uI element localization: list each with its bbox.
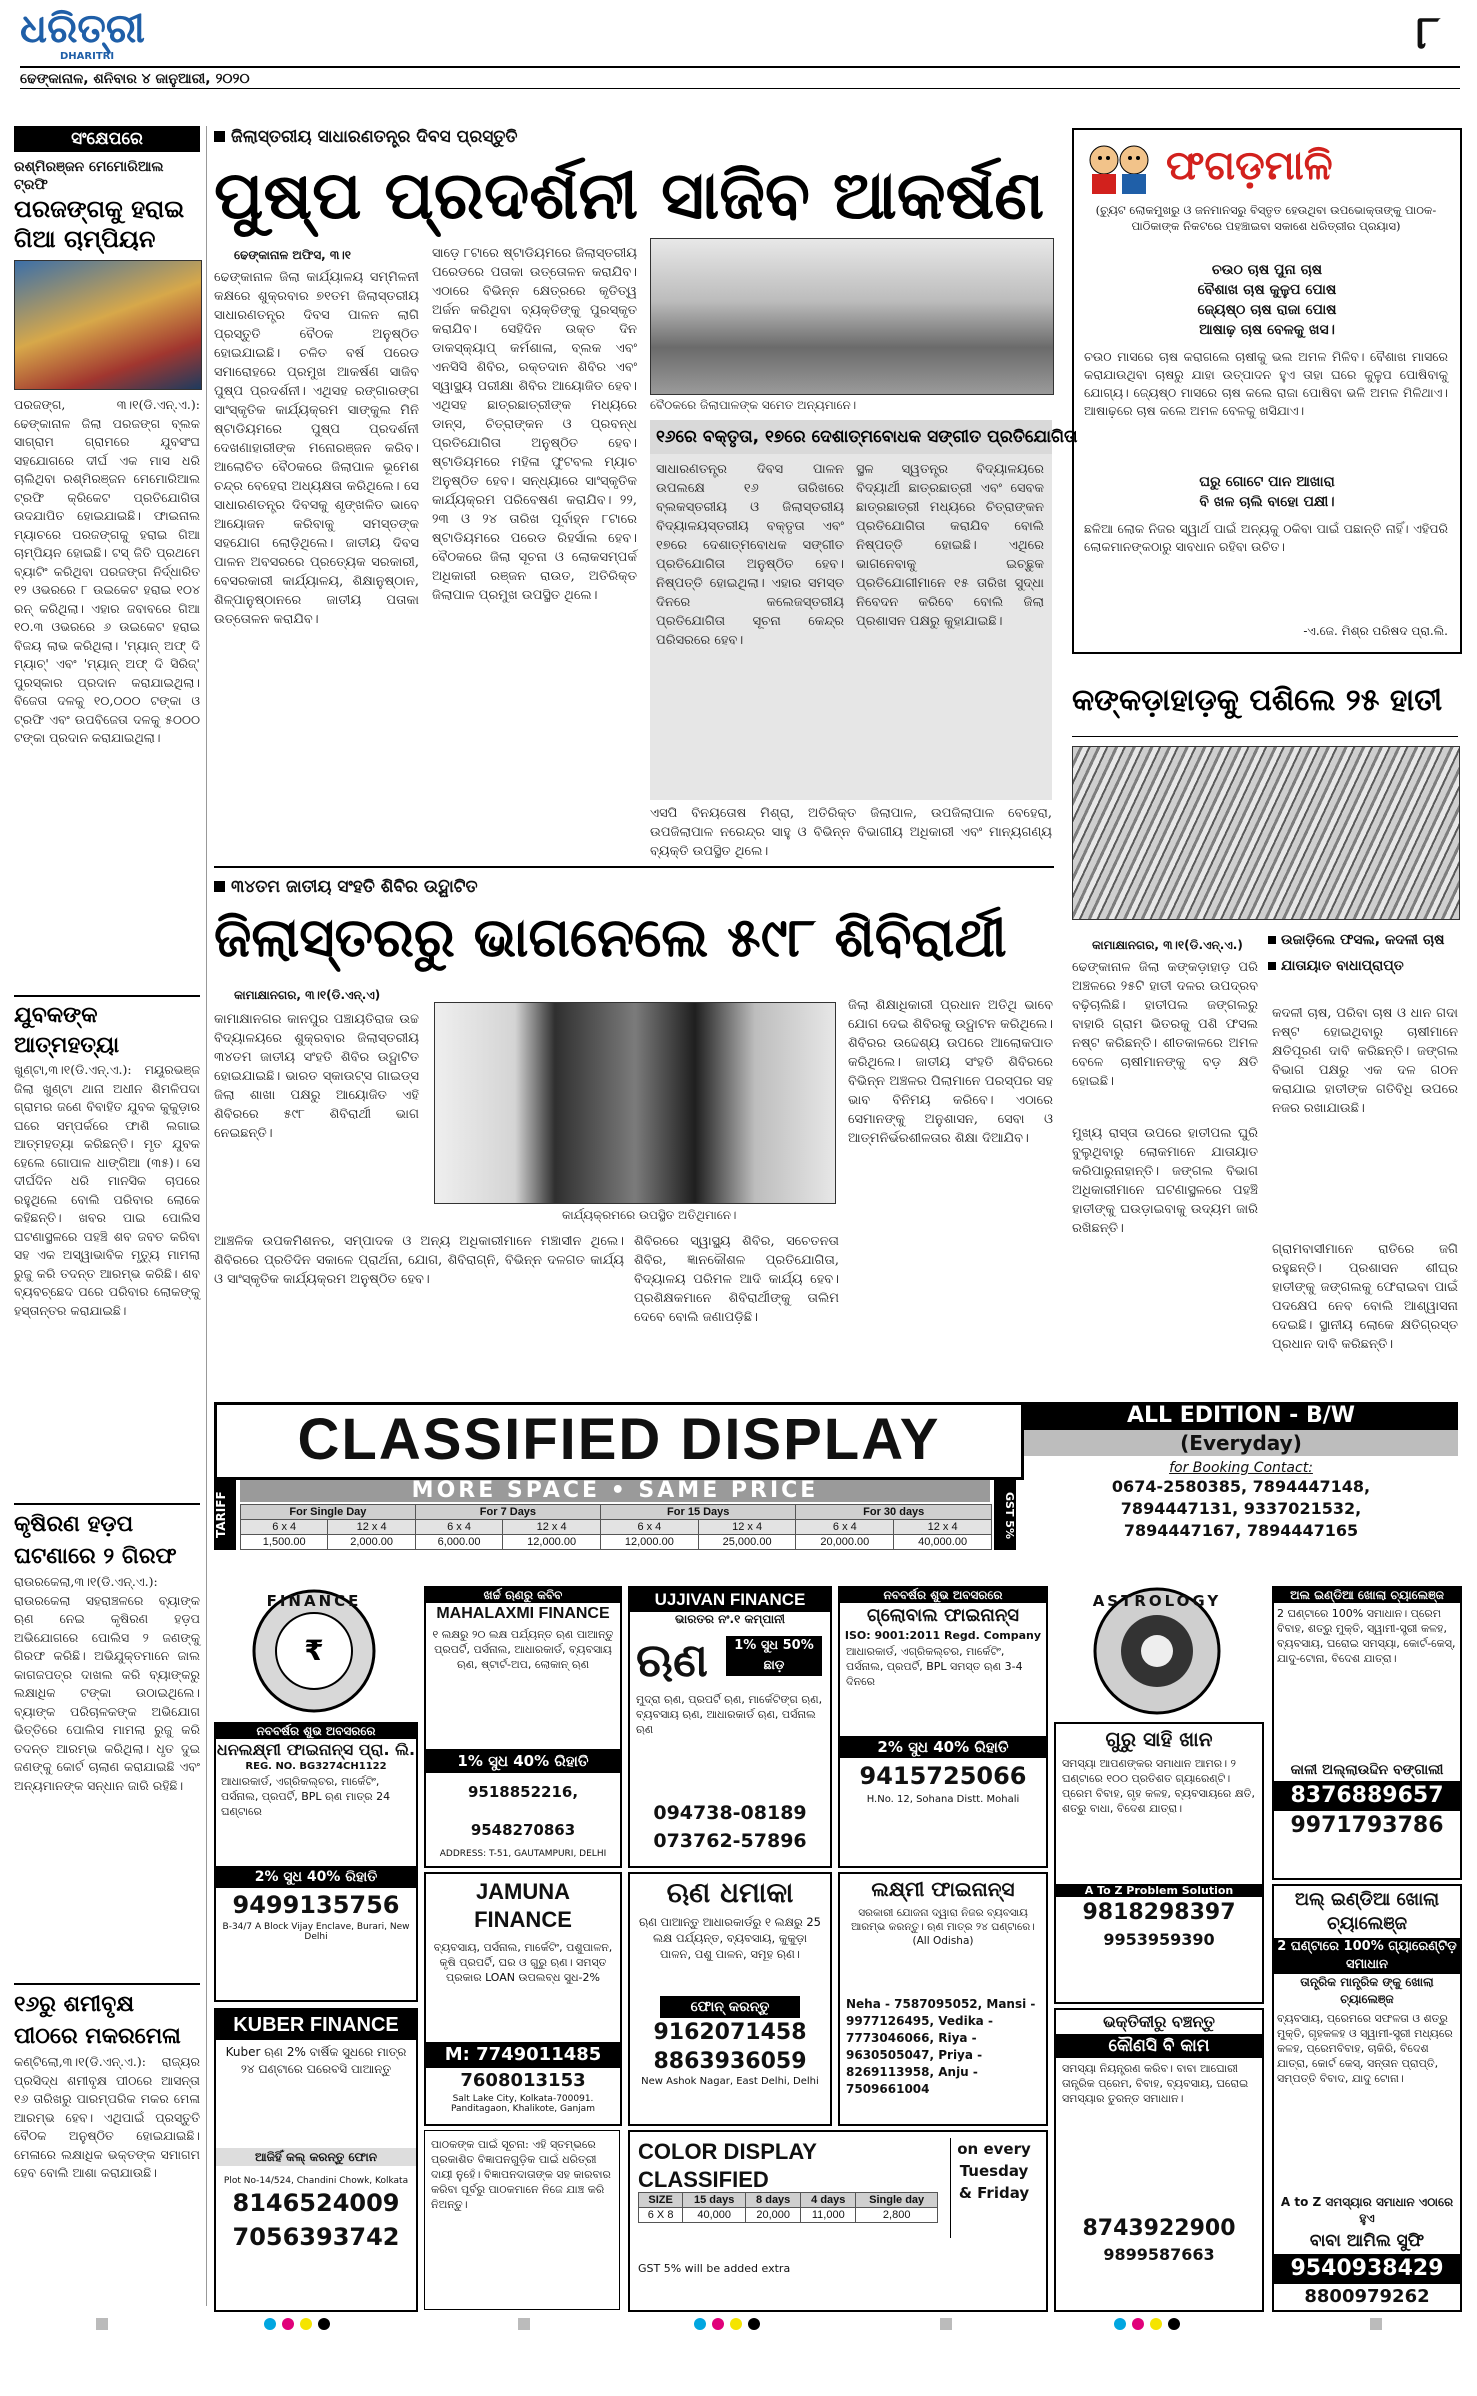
- camp-body-1: କାମାକ୍ଷାନଗର କାନପୁର ପଞ୍ଚାୟତିରାଜ ଉଚ୍ଚ ବିଦ୍ୟାଳୟରେ ଶୁକ୍ରବାର ଜିଲାସ୍ତରୀୟ ୩୪ତମ ଜାତୀୟ ସଂହତି ଶିବିର ଉଦ୍ଘାଟିତ ହୋଇଯାଇଛି। ଭାରତ ସ୍କାଉଟ୍ସ ଗାଇଡ୍ସ ଜିଲା ଶାଖା ପକ୍ଷରୁ ଆୟୋଜିତ ଏହି ଶିବିରରେ ୫୯୮ ଶିବିରାର୍ଥୀ ଭାଗ ନେଇଛନ୍ତି।: [214, 1012, 419, 1141]
- cyan-dot: [694, 2318, 706, 2330]
- r2-tag: A to Z ସମସ୍ୟାର ସମାଧାନ ଏଠାରେ ହୁଏ: [1280, 2195, 1454, 2225]
- tariff-label: TARIFF: [214, 1480, 236, 1550]
- footer-marks: [0, 2314, 1477, 2334]
- color-tariff-row: [639, 2208, 938, 2223]
- elephant-headline: କଙ୍କଡ଼ାହାଡ଼କୁ ପଶିଲେ ୨୫ ହାତୀ: [1072, 666, 1458, 737]
- r1-phone-2: 9971793786: [1290, 1813, 1444, 1838]
- lead-photo: [650, 238, 1054, 395]
- lead-sub-headline: ୧୬ରେ ବକ୍ତୃତା, ୧୭ରେ ଦେଶାତ୍ମବୋଧକ ସଙ୍ଗୀତ ପ୍ରତିଯୋଗିତା: [650, 420, 1052, 454]
- r1-name: କାଳୀ ଅଲ୍ଲାଉଦ୍ଦିନ ବଙ୍ଗାଲୀ: [1290, 1762, 1444, 1778]
- yellow-dot: [300, 2318, 312, 2330]
- tariff-period: For 7 Days: [415, 1505, 600, 1520]
- tariff-gst: GST 5%: [994, 1480, 1016, 1550]
- logo-text: ଧରିତ୍ରୀ: [20, 6, 145, 52]
- bhakti-phone-1: 8743922900: [1082, 2216, 1236, 2241]
- mahalaxmi-rate: 1% ସୁଧ 40% ରିହାତି: [426, 1749, 620, 1773]
- kuber-phone-1: 8146524009: [232, 2189, 400, 2217]
- tariff-period: For 30 days: [796, 1505, 992, 1520]
- lead-kicker-text: ଜିଲାସ୍ତରୀୟ ସାଧାରଣତନ୍ତ୍ର ଦିବସ ପ୍ରସ୍ତୁତି: [231, 127, 518, 147]
- dhanalaxmi-phone: 9499135756: [232, 1891, 400, 1919]
- lakshmi-body: ସରକାରୀ ଯୋଜନା ଦ୍ୱାରା ନିଜର ବ୍ୟବସାୟ ଆରମ୍ଭ କରନ୍ତୁ। ଋଣ ମାତ୍ର ୨୪ ଘଣ୍ଟାରେ। (All Odisha): [851, 1907, 1035, 1947]
- r2-sub-2: ତାନ୍ତ୍ରିକ ମାନ୍ତ୍ରିକ ଙ୍କୁ ଖୋଲା ଚ୍ୟାଲେଞ୍ଜ: [1300, 1975, 1434, 2006]
- color-tariff-cell: 20,000: [746, 2208, 801, 2223]
- color-tariff-cell: Single day: [856, 2193, 938, 2208]
- camp-body-4: ଶିବିରରେ ସ୍ୱାସ୍ଥ୍ୟ ଶିବିର, ସଚେତନତା ଶିବିର, ଜ୍ଞାନକୌଶଳ ପ୍ରତିଯୋଗିତା, ବିଦ୍ୟାଳୟ ପରିମଳ ଆଦି କାର୍ଯ୍ୟ ହେବ। ପ୍ରଶିକ୍ଷକମାନେ ଶିବିରାର୍ଥୀଙ୍କୁ ତାଲିମ ଦେବେ ବୋଲି ଜଣାପଡ଼ିଛି।: [634, 1234, 839, 1325]
- black-dot: [748, 2318, 760, 2330]
- mahalaxmi-title: MAHALAXMI FINANCE: [436, 1605, 610, 1622]
- cyan-dot: [264, 2318, 276, 2330]
- r1-body: 2 ଘଣ୍ଟାରେ 100% ସମାଧାନ। ପ୍ରେମ ବିବାହ, ଶତ୍ରୁ ମୁକ୍ତି, ସ୍ୱାମୀ-ସ୍ତ୍ରୀ କଳହ, ବ୍ୟବସାୟ, ଘରୋଇ ସମସ୍ୟା, କୋର୍ଟ-କେସ୍, ଯାଦୁ-ଟୋନା, ବିଦେଶ ଯାତ୍ରା।: [1277, 1607, 1456, 1665]
- rina-phone-2: 8863936059: [653, 2049, 807, 2074]
- tariff-period: For Single Day: [241, 1505, 416, 1520]
- lead-story: [214, 126, 1078, 859]
- dhanalaxmi-rate: 2% ସୁଧ 40% ରିହାତି: [216, 1866, 416, 1888]
- bhakti-body: ସମସ୍ୟା ନିୟନ୍ତ୍ରଣ କରିବ। ବାବା ଆଘୋରୀ ତାନ୍ତ୍ରିକ ପ୍ରେମ, ବିବାହ, ବ୍ୟବସାୟ, ଘରୋଇ ସମସ୍ୟାର ତୁରନ୍ତ ସମାଧାନ।: [1062, 2062, 1249, 2105]
- verse-2: ବୈଶାଖ ଚାଷ କୁଳୁପ ପୋଷ: [1197, 282, 1337, 298]
- booking-phones: 0674-2580385, 7894447148, 7894447131, 9337021532, 7894447167, 7894447165: [1111, 1477, 1371, 1540]
- brief-1-headline: ପରଜଙ୍ଗକୁ ହରାଇ ଗିଆ ଚାମ୍ପିୟନ: [14, 195, 185, 253]
- everyday-label: (Everyday): [1024, 1430, 1458, 1456]
- r1-top: ଅଲ ଇଣ୍ଡିଆ ଖୋଲା ଚ୍ୟାଲେଞ୍ଜ: [1274, 1588, 1460, 1603]
- tariff-price: 2,000.00: [328, 1535, 415, 1550]
- guru-phone-2: 9953959390: [1103, 1930, 1215, 1949]
- yellow-dot: [1150, 2318, 1162, 2330]
- bhakti-title: ଭକ୍ତିକୀରୁ ବଞ୍ଚନ୍ତୁ: [1103, 2012, 1215, 2031]
- lead-sub-body-1: ସାଧାରଣତନ୍ତ୍ର ଦିବସ ପାଳନ ଉପଲକ୍ଷେ ୧୬ ତାରିଖରେ ବ୍ଲକସ୍ତରୀୟ ଓ ଜିଲାସ୍ତରୀୟ ବିଦ୍ୟାଳୟସ୍ତରୀୟ ବକ୍ତୃତା ଏବଂ ୧୭ରେ ଦେଶାତ୍ମବୋଧକ ସଙ୍ଗୀତ ପ୍ରତିଯୋଗିତା ଅନୁଷ୍ଠିତ ହେବ। ନିଷ୍ପତ୍ତି ହୋଇଥିଲା। ଏହାର ସମସ୍ତ ଦିନରେ କଲେଜସ୍ତରୀୟ ପ୍ରତିଯୋଗିତା ସୂଚନା କେନ୍ଦ୍ର ପରିସରରେ ହେବ।: [656, 462, 844, 648]
- jamuna-phone-2: 7608013153: [460, 2070, 586, 2091]
- booking-label: for Booking Contact:: [1169, 1460, 1313, 1476]
- proverb-intro: (ଚ୍ୟୁଟ ଲୋକମୁଖରୁ ଓ ଜନମାନସରୁ ବିସ୍ତୃତ ହେଉଥିବା ଉପଭୋକ୍ତାଙ୍କୁ ପାଠକ-ପାଠିକାଙ୍କ ନିକଟରେ ପହଞ୍ଚାଇବା ସକାଶେ ଧରିତ୍ରୀର ପ୍ରୟାସ): [1095, 203, 1437, 233]
- global-iso: ISO: 9001:2011 Regd. Company: [844, 1629, 1042, 1642]
- global-title: ଗ୍ଲୋବାଲ ଫାଇନାନ୍ସ: [866, 1605, 1020, 1626]
- verse-1: ଚଉଠ ଚାଷ ପୁନା ଚାଷ: [1211, 262, 1323, 278]
- dhanalaxmi-top: ନବବର୍ଷର ଶୁଭ ଅବସରରେ: [216, 1724, 416, 1739]
- global-body: ଆଧାରକାର୍ଡ, ଏଗ୍ରିକଲ୍ଚର, ମାର୍କେଟିଂ, ପର୍ସନାଲ, ପ୍ରପର୍ଟି, BPL ସମସ୍ତ ଋଣ 3-4 ଦିନରେ: [846, 1645, 1023, 1688]
- brief-4-body: କଣ୍ଟିଲୋ,୩।୧(ଡି.ଏନ୍.ଏ.): ରାଜ୍ୟର ପ୍ରସିଦ୍ଧ ଶମୀବୃକ୍ଷ ପୀଠରେ ଆସନ୍ତା ୧୬ ତାରିଖରୁ ପାରମ୍ପରିକ ମକର ମେଳା ଆରମ୍ଭ ହେବ। ଏଥିପାଇଁ ପ୍ରସ୍ତୁତି ବୈଠକ ଅନୁଷ୍ଠିତ ହୋଇଯାଇଛି। ମେଳାରେ ଲକ୍ଷାଧିକ ଭକ୍ତଙ୍କ ସମାଗମ ହେବ ବୋଲି ଆଶା କରାଯାଉଛି।: [14, 2054, 200, 2180]
- r1-ad: [1272, 1586, 1462, 1880]
- guru-phone-1: 9818298397: [1082, 1900, 1236, 1925]
- ujjivan-title: UJJIVAN FINANCE: [630, 1588, 830, 1612]
- color-display-ad: [628, 2130, 1048, 2312]
- tariff-price: 6,000.00: [415, 1535, 502, 1550]
- jamuna-phone-1: M: 7749011485: [426, 2042, 620, 2068]
- camp-kicker-text: ୩୪ତମ ଜାତୀୟ ସଂହତି ଶିବିର ଉଦ୍ଘାଟିତ: [231, 877, 478, 897]
- lead-photo-caption: ବୈଠକରେ ଜିଲାପାଳଙ୍କ ସମେତ ଅନ୍ୟମାନେ।: [650, 398, 857, 412]
- color-tariff-cell: 8 days: [746, 2193, 801, 2208]
- elephant-bullet-1-text: ଉଜାଡ଼ିଲେ ଫସଲ, କଦଳୀ ଚାଷ: [1281, 932, 1445, 948]
- r2-ad: [1272, 1884, 1462, 2312]
- rina-phone-1: 9162071458: [653, 2020, 807, 2045]
- logo-sub: DHARITRI: [60, 51, 115, 62]
- dhanalaxmi-ad: [214, 1722, 418, 2002]
- tariff-price: 12,000.00: [503, 1535, 601, 1550]
- color-tariff-cell: 40,000: [683, 2208, 746, 2223]
- tariff-tagline: MORE SPACE • SAME PRICE: [240, 1480, 990, 1502]
- color-tariff-cell: 11,000: [801, 2208, 856, 2223]
- tariff-size: 6 x 4: [415, 1520, 502, 1535]
- kuber-body: Kuber ଋଣ 2% ବାର୍ଷିକ ସୁଧରେ ମାତ୍ର ୨୪ ଘଣ୍ଟାରେ ଘରେବସି ପାଆନ୍ତୁ: [225, 2045, 407, 2076]
- color-tariff-cell: 15 days: [683, 2193, 746, 2208]
- classified-header: [214, 1402, 1458, 1552]
- proverb-title: ଫଗଡ଼ମାଳି: [1166, 143, 1333, 189]
- elephant-body-3: କଦଳୀ ଚାଷ, ପରିବା ଚାଷ ଓ ଧାନ ଗଦା ନଷ୍ଟ ହୋଇଥିବାରୁ ଚାଷୀମାନେ କ୍ଷତିପୂରଣ ଦାବି କରିଛନ୍ତି। ଜଙ୍ଗଲ ବିଭାଗ ପକ୍ଷରୁ ଏକ ଦଳ ଗଠନ କରାଯାଇ ହାତୀଙ୍କ ଗତିବିଧି ଉପରେ ନଜର ରଖାଯାଉଛି।: [1272, 1006, 1458, 1116]
- tariff-size: 12 x 4: [503, 1520, 601, 1535]
- dhanalaxmi-title: ଧନଲକ୍ଷ୍ମୀ ଫାଇନାନ୍ସ ପ୍ରା. ଲି.: [216, 1740, 416, 1759]
- r2-name: ବାବା ଆମିଲ ସୁଫି: [1309, 2231, 1425, 2251]
- verse-6: ବି ଖଳ ଚାଲି ବାହୋ ପକ୍ଷୀ।: [1199, 494, 1335, 510]
- tariff-size-row: [241, 1520, 992, 1535]
- kuber-ad: [214, 2008, 418, 2312]
- edition-label: ALL EDITION - B/W: [1024, 1402, 1458, 1430]
- svg-text:₹: ₹: [304, 1634, 324, 1667]
- global-finance-ad: [838, 1586, 1048, 1868]
- masthead: [20, 6, 1460, 86]
- rina-addr: New Ashok Nagar, East Delhi, Delhi: [641, 2076, 819, 2087]
- proverb-box: [1072, 128, 1462, 654]
- lead-tail: ଏସପି ବିନୟତୋଷ ମିଶ୍ରା, ଅତିରିକ୍ତ ଜିଲାପାଳ, ଉପଜିଲାପାଳ ବେହେରା, ଉପଜିଲାପାଳ ନରେନ୍ଦ୍ର ସାହୁ ଓ ବିଭିନ୍ନ ବିଭାଗୀୟ ଅଧିକାରୀ ଏବଂ ମାନ୍ୟଗଣ୍ୟ ବ୍ୟକ୍ତି ଉପସ୍ଥିତ ଥିଲେ।: [650, 806, 1052, 859]
- elephant-bullet-2: [1268, 956, 1458, 976]
- brief-column: [14, 126, 200, 2306]
- rina-title: ଋଣ ଧମାକା: [666, 1876, 794, 1909]
- tariff-size: 6 x 4: [601, 1520, 699, 1535]
- yellow-dot: [730, 2318, 742, 2330]
- bhakti-phone-2: 9899587663: [1103, 2245, 1215, 2264]
- brief-2-body: ଖୁଣ୍ଟା,୩।୧(ଡି.ଏନ୍.ଏ.): ମୟୂରଭଞ୍ଜ ଜିଲା ଖୁଣ୍ଟା ଥାନା ଅଧୀନ ଶିମଳିପଦା ଗ୍ରାମର ଜଣେ ବିବାହିତ ଯୁବକ କୁକୁଡ଼ାର ଘରେ ସମ୍ପର୍କରେ ଫାଶି ଲଗାଇ ଆତ୍ମହତ୍ୟା କରିଛନ୍ତି। ମୃତ ଯୁବକ ହେଲେ ଗୋପାଳ ଧାଙ୍ଗିଆ (୩୫)। ସେ ଦୀର୍ଘଦିନ ଧରି ମାନସିକ ଚାପରେ ରହୁଥିଲେ ବୋଲି ପରିବାର ଲୋକେ କହିଛନ୍ତି। ଖବର ପାଇ ପୋଲିସ ଘଟଣାସ୍ଥଳରେ ପହଞ୍ଚି ଶବ ଜବତ କରିବା ସହ ଏକ ଅସ୍ୱାଭାବିକ ମୃତ୍ୟୁ ମାମଲା ରୁଜୁ କରି ତଦନ୍ତ ଆରମ୍ଭ କରିଛି। ଶବ ବ୍ୟବଚ୍ଛେଦ ପରେ ପରିବାର ଲୋକଙ୍କୁ ହସ୍ତାନ୍ତର କରାଯାଇଛି।: [14, 1062, 200, 1318]
- ujjivan-sub: ଭାରତର ନଂ.୧ କମ୍ପାନୀ: [675, 1612, 785, 1626]
- r2-phone-1: 9540938429: [1274, 2254, 1460, 2284]
- brief-2-headline: ଯୁବକଙ୍କ ଆତ୍ମହତ୍ୟା: [14, 1003, 120, 1058]
- camp-story: [214, 876, 1054, 1406]
- black-dot: [1168, 2318, 1180, 2330]
- tariff-price: 1,500.00: [241, 1535, 328, 1550]
- r2-body: ବ୍ୟବସାୟ, ପ୍ରେମରେ ସଫଳତା ଓ ଶତ୍ରୁ ମୁକ୍ତି, ଗୃହକଳହ ଓ ସ୍ୱାମୀ-ସ୍ତ୍ରୀ ମଧ୍ୟରେ କଳହ, ପ୍ରେମବିବାହ, ଚାକିରି, ବିଦେଶ ଯାତ୍ରା, କୋର୍ଟ କେସ୍, ସନ୍ତାନ ପ୍ରାପ୍ତି, ସମ୍ପତ୍ତି ବିବାଦ, ଯାଦୁ ଟୋନା।: [1277, 2012, 1453, 2085]
- lead-body-2: ସାଡ଼େ ୮ଟାରେ ଷ୍ଟାଡିୟମରେ ଜିଲାସ୍ତରୀୟ ପରେଡରେ ପତାକା ଉତ୍ତୋଳନ କରାଯିବ। ଏଠାରେ ବିଭିନ୍ନ କ୍ଷେତ୍ରରେ କୃତିତ୍ୱ ଅର୍ଜନ କରିଥିବା ବ୍ୟକ୍ତିଙ୍କୁ ପୁରସ୍କୃତ କରାଯିବ। ସେହିଦିନ ଉକ୍ତ ଦିନ ଡାକସ୍କ୍ୟାପ୍ କର୍ମଶାଳା, ବ୍ଲକ ଏବଂ ଏନସିସି ଶିବିର, ରକ୍ତଦାନ ଶିବିର ଏବଂ ସ୍ୱାସ୍ଥ୍ୟ ପରୀକ୍ଷା ଶିବିର ଆୟୋଜିତ ହେବ। ଏଥିସହ ଛାତ୍ରଛାତ୍ରୀଙ୍କ ମଧ୍ୟରେ ଡାନ୍ସ, ଚିତ୍ରାଙ୍କନ ଓ ପ୍ରବନ୍ଧ ପ୍ରତିଯୋଗିତା ଅନୁଷ୍ଠିତ ହେବ। ଷ୍ଟାଡିୟମରେ ମହିଳା ଫୁଟବଲ ମ୍ୟାଚ ଅନୁଷ୍ଠିତ ହେବ। ସନ୍ଧ୍ୟାରେ ସାଂସ୍କୃତିକ କାର୍ଯ୍ୟକ୍ରମ ପରିବେଷଣ କରାଯିବ। ୨୨, ୨୩ ଓ ୨୪ ତାରିଖ ପୂର୍ବାହ୍ନ ୮ଟାରେ ଷ୍ଟାଡିୟମରେ ପରେଡ ରିହର୍ସାଲ ହେବ। ବୈଠକରେ ଜିଲା ସୂଚନା ଓ ଲୋକସମ୍ପର୍କ ଅଧିକାରୀ ରଞ୍ଜନ ରାଉତ, ଅତିରିକ୍ତ ଜିଲାପାଳ ପ୍ରମୁଖ ଉପସ୍ଥିତ ଥିଲେ।: [432, 246, 637, 603]
- grey-swatch: [96, 2318, 108, 2330]
- brief-section-label: ସଂକ୍ଷେପରେ: [14, 126, 200, 152]
- camp-photo: [434, 1002, 836, 1204]
- tariff-size: 12 x 4: [894, 1520, 992, 1535]
- jamuna-addr: Salt Lake City, Kolkata-700091. Panditagaon, Khalikote, Ganjam: [451, 2094, 595, 2114]
- global-addr: H.No. 12, Sohana Distt. Mohali: [866, 1794, 1020, 1805]
- bhakti-ad: [1054, 2008, 1264, 2312]
- lead-kicker: [214, 126, 1054, 148]
- mahalaxmi-ad: [424, 1586, 622, 1868]
- color-tariff-cell: 6 X 8: [639, 2208, 683, 2223]
- elephant-body-4: ଗ୍ରାମବାସୀମାନେ ରାତିରେ ଜଗି ରହୁଛନ୍ତି। ପ୍ରଶାସନ ଶୀଘ୍ର ହାତୀଙ୍କୁ ଜଙ୍ଗଲକୁ ଫେରାଇବା ପାଇଁ ପଦକ୍ଷେପ ନେବ ବୋଲି ଆଶ୍ୱାସନା ଦେଇଛି। ସ୍ଥାନୀୟ ଲୋକେ କ୍ଷତିଗ୍ରସ୍ତ ପ୍ରଧାନ ଦାବି କରିଛନ୍ତି।: [1272, 1242, 1458, 1352]
- camp-headline: ଜିଲାସ୍ତରରୁ ଭାଗନେଲେ ୫୯୮ ଶିବିରାର୍ଥୀ: [214, 906, 1007, 969]
- dateline: ଢେଙ୍କାନାଳ, ଶନିବାର ୪ ଜାନୁଆରୀ, ୨୦୨୦: [20, 71, 250, 87]
- elephant-photo: [1072, 746, 1460, 920]
- proverb-credit: -ଏ.ଜେ. ମିଶ୍ର ପରିଷଦ ପ୍ରା.ଲି.: [1303, 624, 1448, 638]
- tariff-price: 25,000.00: [698, 1535, 796, 1550]
- bhakti-sub: କୌଣସି ବି କାମ: [1056, 2034, 1262, 2058]
- lakshmi-finance-ad: [838, 1872, 1048, 2126]
- astrology-text: ASTROLOGY: [1092, 1592, 1222, 1610]
- jamuna-ad: [424, 1872, 622, 2126]
- elephant-bullet-2-text: ଯାତାୟାତ ବାଧାପ୍ରାପ୍ତ: [1281, 958, 1404, 974]
- black-dot: [318, 2318, 330, 2330]
- ujjivan-rate: 1% ସୁଧ 50% ଛାଡ଼: [726, 1636, 822, 1676]
- global-phone: 9415725066: [859, 1762, 1027, 1790]
- dateline-bar: [20, 66, 1460, 89]
- proverb-verses-2: [1074, 472, 1460, 512]
- brief-1-kicker: ରଶ୍ମିରଞ୍ଜନ ମେମୋରିଆଲ ଟ୍ରଫି: [14, 159, 164, 193]
- brief-1-body: ପରଜଙ୍ଗ, ୩।୧(ଡି.ଏନ୍.ଏ.): ଢେଙ୍କାନାଳ ଜିଲା ପରଜଙ୍ଗ ବ୍ଲକ ସାଗ୍ରାମ ଗ୍ରାମରେ ଯୁବସଂଘ ସହଯୋଗରେ ଦୀର୍ଘ ଏକ ମାସ ଧରି ଚାଲିଥିବା ରଶ୍ମିରଞ୍ଜନ ମେମୋରିଆଲ ଟ୍ରଫି କ୍ରିକେଟ ପ୍ରତିଯୋଗିତା ଉଦଯାପିତ ହୋଇଯାଇଛି। ଫାଇନାଲ ମ୍ୟାଚରେ ପରଜଙ୍ଗକୁ ହରାଇ ଗିଆ ଚାମ୍ପିୟନ ହୋଇଛି। ଟସ୍ ଜିତି ପ୍ରଥମେ ବ୍ୟାଟିଂ କରିଥିବା ପରଜଙ୍ଗ ନିର୍ଦ୍ଧାରିତ ୧୨ ଓଭରରେ ୮ ଉଇକେଟ ହରାଇ ୧୦୪ ରନ୍ କରିଥିଲା। ଏହାର ଜବାବରେ ଗିଆ ୧୦.୩ ଓଭରରେ ୬ ଉଇକେଟ ହରାଇ ବିଜୟ ଲାଭ କରିଥିଲା। 'ମ୍ୟାନ୍ ଅଫ୍ ଦି ମ୍ୟାଚ୍' ଏବଂ 'ମ୍ୟାନ୍ ଅଫ୍ ଦି ସିରିଜ୍' ପୁରସ୍କାର ପ୍ରଦାନ କରାଯାଇଥିଲା। ବିଜେତା ଦଳକୁ ୧୦,୦୦୦ ଟଙ୍କା ଓ ଟ୍ରଫି ଏବଂ ଉପବିଜେତା ଦଳକୁ ୫୦୦୦ ଟଙ୍କା ପ୍ରଦାନ କରାଯାଇଥିଲା।: [14, 397, 200, 745]
- guru-body: ସମସ୍ୟା ଆପଣଙ୍କର ସମାଧାନ ଆମର। ୨ ଘଣ୍ଟାରେ ୧୦୦ ପ୍ରତିଶତ ଗ୍ୟାରେଣ୍ଟି। ପ୍ରେମ ବିବାହ, ଗୃହ କଳହ, ବ୍ୟବସାୟରେ କ୍ଷତି, ଶତ୍ରୁ ବାଧା, ବିଦେଶ ଯାତ୍ରା।: [1062, 1757, 1255, 1815]
- tariff-size: 6 x 4: [241, 1520, 328, 1535]
- elephant-bullets: [1268, 930, 1458, 976]
- mahalaxmi-addr: ADDRESS: T-51, GAUTAMPURI, DELHI: [439, 1849, 607, 1859]
- mahalaxmi-phone: 9518852216, 9548270863: [467, 1783, 579, 1839]
- guru-ad: [1054, 1722, 1264, 2004]
- camp-body-3: ଆଞ୍ଚଳିକ ଉପକମିଶନର, ସମ୍ପାଦକ ଓ ଅନ୍ୟ ଅଧିକାରୀମାନେ ମଞ୍ଚାସୀନ ଥିଲେ। ଶିବିରରେ ପ୍ରତିଦିନ ସକାଳେ ପ୍ରାର୍ଥନା, ଯୋଗ, ଶିବିରାଗ୍ନି, ବିଭିନ୍ନ ଦଳଗତ କାର୍ଯ୍ୟ ଓ ସାଂସ୍କୃତିକ କାର୍ଯ୍ୟକ୍ରମ ଅନୁଷ୍ଠିତ ହେବ।: [214, 1234, 624, 1287]
- dhanalaxmi-reg: REG. NO. BG3274CH1122: [245, 1761, 387, 1772]
- elephant-bullet-1: [1268, 930, 1458, 950]
- rina-dhamaka-ad: [628, 1872, 832, 2126]
- lead-headline: ପୁଷ୍ପ ପ୍ରଦର୍ଶନୀ ସାଜିବ ଆକର୍ଷଣ: [214, 157, 1045, 234]
- booking-box: [1024, 1402, 1458, 1552]
- verse-4: ଆଷାଢ଼ ଚାଷ ବେଳକୁ ଖସ।: [1199, 322, 1335, 338]
- lead-body-1: ଢେଙ୍କାନାଳ ଜିଲା କାର୍ଯ୍ୟାଳୟ ସମ୍ମିଳନୀ କକ୍ଷରେ ଶୁକ୍ରବାର ୭୧ତମ ଜିଲାସ୍ତରୀୟ ସାଧାରଣତନ୍ତ୍ର ଦିବସ ପାଳନ ଲାଗି ପ୍ରସ୍ତୁତି ବୈଠକ ଅନୁଷ୍ଠିତ ହୋଇଯାଇଛି। ଚଳିତ ବର୍ଷ ପରେଡ ସମାରୋହରେ ପ୍ରମୁଖ ଆକର୍ଷଣ ସାଜିବ ପୁଷ୍ପ ପ୍ରଦର୍ଶନୀ। ଏଥିସହ ରଙ୍ଗାରଙ୍ଗ ସାଂସ୍କୃତିକ କାର୍ଯ୍ୟକ୍ରମ ସାଙ୍କୁଲ ମିନି ଷ୍ଟାଡିୟମରେ ପୁଷ୍ପ ପ୍ରଦର୍ଶନୀ ଦେଖଣାହାରୀଙ୍କ ମନୋରଞ୍ଜନ କରିବ। ଆଲୋଚିତ ବୈଠକରେ ଜିଲାପାଳ ଭୂମେଶ ଚନ୍ଦ୍ର ବେହେରା ଅଧ୍ୟକ୍ଷତା କରିଥିଲେ। ସେ ସାଧାରଣତନ୍ତ୍ର ଦିବସକୁ ଶୃଙ୍ଖଳିତ ଭାବେ ଆୟୋଜନ କରିବାକୁ ସମସ୍ତଙ୍କ ସହଯୋଗ ଲୋଡ଼ିଥିଲେ। ଜାତୀୟ ଦିବସ ପାଳନ ଅବସରରେ ପ୍ରତ୍ୟେକ ସରକାରୀ, ବେସରକାରୀ କାର୍ଯ୍ୟାଳୟ, ଶିକ୍ଷାନୁଷ୍ଠାନ, ଶିଳ୍ପାନୁଷ୍ଠାନରେ ଜାତୀୟ ପତାକା ଉତ୍ତୋଳନ କରାଯିବ।: [214, 270, 419, 627]
- tariff-table: [240, 1504, 992, 1550]
- lead-sub-body-2: ସ୍ଥଳ ସ୍ୱତନ୍ତ୍ର ବିଦ୍ୟାଳୟରେ ବିଦ୍ୟାର୍ଥୀ ଛାତ୍ରଛାତ୍ରୀ ଏବଂ ସେବକ ଛାତ୍ରଛାତ୍ରୀ ମଧ୍ୟରେ ଚିତ୍ରାଙ୍କନ ପ୍ରତିଯୋଗିତା କରାଯିବ ବୋଲି ନିଷ୍ପତ୍ତି ହୋଇଛି। ଏଥିରେ ଭାଗନେବାକୁ ଇଚ୍ଛୁକ ପ୍ରତିଯୋଗୀମାନେ ୧୫ ତାରିଖ ସୁଦ୍ଧା ନିବେଦନ କରିବେ ବୋଲି ଜିଲା ପ୍ରଶାସନ ପକ୍ଷରୁ କୁହାଯାଇଛି।: [856, 462, 1044, 629]
- classified-title: CLASSIFIED DISPLAY: [214, 1402, 1024, 1480]
- camp-kicker: [214, 876, 1054, 898]
- elephant-body-1: ଢେଙ୍କାନାଳ ଜିଲା କଙ୍କଡ଼ାହାଡ଼ ପରି ଅଞ୍ଚଳରେ ୨୫ଟି ହାତୀ ଦଳର ଉପଦ୍ରବ ବଢ଼ିଚାଲିଛି। ହାତୀପଲ ଜଙ୍ଗଲରୁ ବାହାରି ଗ୍ରାମ ଭିତରକୁ ପଶି ଫସଲ ନଷ୍ଟ କରିଛନ୍ତି। ଶୀତକାଳରେ ଅମଳ ବେଳେ ଚାଷୀମାନଙ୍କୁ ବଡ଼ କ୍ଷତି ହୋଇଛି।: [1072, 960, 1258, 1089]
- magenta-dot: [1132, 2318, 1144, 2330]
- guru-tag: A To Z Problem Solution: [1056, 1884, 1262, 1897]
- notice-body: ପାଠକଙ୍କ ପାଇଁ ସୂଚନା: ଏହି ସ୍ତମ୍ଭରେ ପ୍ରକାଶିତ ବିଜ୍ଞାପନଗୁଡ଼ିକ ପାଇଁ ଧରିତ୍ରୀ ଦାୟୀ ନୁହେଁ। ବିଜ୍ଞାପନଦାତାଙ୍କ ସହ କାରବାର କରିବା ପୂର୍ବରୁ ପାଠକମାନେ ନିଜେ ଯାଞ୍ଚ କରି ନିଅନ୍ତୁ।: [431, 2138, 611, 2211]
- tariff-price: 12,000.00: [601, 1535, 699, 1550]
- global-top: ନବବର୍ଷର ଶୁଭ ଅବସରରେ: [840, 1588, 1046, 1603]
- dhanalaxmi-addr: B-34/7 A Block Vijay Enclave, Burari, New Delhi: [222, 1922, 410, 1942]
- mahalaxmi-body: ୧ ଲକ୍ଷରୁ ୨୦ ଲକ୍ଷ ପର୍ଯ୍ୟନ୍ତ ଋଣ ପାଆନ୍ତୁ ପ୍ରପର୍ଟି, ପର୍ସନାଲ, ଆଧାରକାର୍ଡ, ବ୍ୟବସାୟ ଋଣ, ଷ୍ଟାର୍ଟ-ଅପ, ଲୋକାନ୍ ଋଣ: [432, 1628, 614, 1671]
- r2-sub: 2 ଘଣ୍ଟାରେ 100% ଗ୍ୟାରେଣ୍ଟିଡ଼ ସମାଧାନ: [1274, 1938, 1460, 1974]
- tariff-price: 40,000.00: [894, 1535, 992, 1550]
- dhanalaxmi-body: ଆଧାରକାର୍ଡ, ଏଗ୍ରିକଲ୍ଚର, ମାର୍କେଟିଂ, ପର୍ସନାଲ, ପ୍ରପର୍ଟି, BPL ଋଣ ମାତ୍ର 24 ଘଣ୍ଟାରେ: [221, 1775, 391, 1818]
- lead-subbox: [650, 420, 1078, 800]
- magenta-dot: [282, 2318, 294, 2330]
- tariff-period-row: [241, 1505, 992, 1520]
- tariff-price-row: [241, 1535, 992, 1550]
- magenta-dot: [712, 2318, 724, 2330]
- tariff-price: 20,000.00: [796, 1535, 894, 1550]
- finance-emblem-text: FINANCE: [266, 1592, 362, 1610]
- brief-4-headline: ୧୬ରୁ ଶମୀବୃକ୍ଷ ପୀଠରେ ମକରମେଳା: [14, 1992, 181, 2049]
- r1-phone-1: 8376889657: [1274, 1781, 1460, 1811]
- verse-3: ଜ୍ୟେଷ୍ଠ ଚାଷ ରାଜା ପୋଷ: [1197, 302, 1337, 318]
- lakshmi-title: ଲକ୍ଷ୍ମୀ ଫାଇନାନ୍ସ: [871, 1877, 1015, 1901]
- ujjivan-body: ମୁଦ୍ରା ଋଣ, ପ୍ରପର୍ଟି ଋଣ, ମାର୍କେଟିଙ୍ଗ ଋଣ, ବ୍ୟବସାୟ ଋଣ, ଆଧାରକାର୍ଡ ଋଣ, ପର୍ସନାଲ ଋଣ: [636, 1693, 823, 1736]
- grey-swatch: [518, 2318, 530, 2330]
- page-number: ୮: [1415, 5, 1440, 59]
- kuber-call: ଆଜିହିଁ କଲ୍ କରନ୍ତୁ ଫୋନ: [216, 2148, 416, 2166]
- grey-swatch: [940, 2318, 952, 2330]
- guru-title: ଗୁରୁ ସାହି ଖାନ: [1105, 1727, 1213, 1751]
- color-tariff-cell: SIZE: [639, 2193, 683, 2208]
- color-gst: GST 5% will be added extra: [638, 2262, 791, 2275]
- kuber-title: KUBER FINANCE: [216, 2010, 416, 2040]
- global-rate: 2% ସୁଧ 40% ରିହାତି: [840, 1736, 1046, 1758]
- masthead-logo: [20, 6, 220, 66]
- kuber-addr: Plot No-14/524, Chandini Chowk, Kolkata: [223, 2176, 409, 2186]
- finance-emblem-ad: [214, 1586, 414, 1716]
- color-tariff-table: [638, 2192, 938, 2223]
- grey-swatch: [1370, 2318, 1382, 2330]
- ujjivan-big: ଋଣ: [636, 1633, 708, 1687]
- ujjivan-phone-2: 073762-57896: [653, 1830, 807, 1852]
- r2-phone-2: 8800979262: [1304, 2286, 1430, 2307]
- notice-box: [424, 2130, 620, 2310]
- color-title: COLOR DISPLAY CLASSIFIED: [638, 2139, 817, 2192]
- color-tariff-header: [639, 2193, 938, 2208]
- tariff-size: 12 x 4: [328, 1520, 415, 1535]
- verse-5: ଘରୁ ଗୋଟେ ପାନ ଆଖାରା: [1199, 474, 1335, 490]
- r2-title: ଅଲ୍ ଇଣ୍ଡିଆ ଖୋଲା ଚ୍ୟାଲେଞ୍ଜ: [1294, 1889, 1440, 1934]
- proverb-body-1: ଚଉଠ ମାସରେ ଚାଷ କରାଗଲେ ଚାଷୀକୁ ଭଲ ଅମଳ ମିଳିବ। ବୈଶାଖ ମାସରେ କରାଯାଉଥିବା ଚାଷରୁ ଯାହା ଉତ୍ପାଦନ ହୁଏ ତାହା ଘରେ କୁଳୁପ ପୋଷିବାକୁ ଯୋଗ୍ୟ। ଜ୍ୟେଷ୍ଠ ମାସରେ ଚାଷ କଲେ ରାଜା ପୋଷିବା ଭଳି ଅମଳ ମିଳିଥାଏ। ଆଷାଢ଼ରେ ଚାଷ କଲେ ଅମଳ ବେଳକୁ ଖସିଯାଏ।: [1084, 349, 1448, 418]
- tariff-size: 12 x 4: [698, 1520, 796, 1535]
- lead-dateline: ଢେଙ୍କାନାଳ ଅଫିସ, ୩।୧: [234, 248, 351, 262]
- elephant-body-2: ମୁଖ୍ୟ ରାସ୍ତା ଉପରେ ହାତୀପଲ ଘୁରି ବୁଲୁଥିବାରୁ ଲୋକମାନେ ଯାତାୟାତ କରିପାରୁନାହାନ୍ତି। ଜଙ୍ଗଲ ବିଭାଗ ଅଧିକାରୀମାନେ ଘଟଣାସ୍ଥଳରେ ପହଞ୍ଚି ହାତୀଙ୍କୁ ଘଉଡ଼ାଇବାକୁ ଉଦ୍ୟମ ଜାରି ରଖିଛନ୍ତି।: [1072, 1126, 1258, 1236]
- rina-call: ଫୋନ୍ କରନ୍ତୁ: [660, 1996, 800, 2018]
- tariff-size: 6 x 4: [796, 1520, 894, 1535]
- kuber-phone-2: 7056393742: [232, 2223, 400, 2251]
- camp-body-2: ଜିଲା ଶିକ୍ଷାଧିକାରୀ ପ୍ରଧାନ ଅତିଥି ଭାବେ ଯୋଗ ଦେଇ ଶିବିରକୁ ଉଦ୍ଘାଟନ କରିଥିଲେ। ଶିବିରର ଉଦ୍ଦେଶ୍ୟ ଉପରେ ଆଲୋକପାତ କରିଥିଲେ। ଜାତୀୟ ସଂହତି ଶିବିରରେ ବିଭିନ୍ନ ଅଞ୍ଚଳର ପିଲାମାନେ ପରସ୍ପର ସହ ଭାବ ବିନିମୟ କରିବେ। ଏଠାରେ ସେମାନଙ୍କୁ ଅନୁଶାସନ, ସେବା ଓ ଆତ୍ମନିର୍ଭରଶୀଳତାର ଶିକ୍ଷା ଦିଆଯିବ।: [848, 998, 1053, 1146]
- lakshmi-contacts: Neha - 7587095052, Mansi - 9977126495, Vedika - 7773046066, Riya - 9630505047, Priya - 8269113958, Anju - 7509661004: [846, 1997, 1036, 2096]
- color-tariff-cell: 2,800: [856, 2208, 938, 2223]
- proverb-verses: [1074, 260, 1460, 340]
- rina-body: ଋଣ ପାଆନ୍ତୁ ଆଧାରକାର୍ଡରୁ ୧ ଲକ୍ଷରୁ 25 ଲକ୍ଷ ପର୍ଯ୍ୟନ୍ତ, ବ୍ୟବସାୟ, କୁକୁଡ଼ା ପାଳନ, ପଶୁ ପାଳନ, ସମୂହ ଋଣ।: [639, 1915, 821, 1961]
- camp-dateline: କାମାକ୍ଷାନଗର, ୩।୧(ଡି.ଏନ୍.ଏ): [234, 988, 381, 1002]
- astrology-ad: [1054, 1586, 1260, 1716]
- brief-3-headline: କୃଷିରଣ ହଡ଼ପ ଘଟଣାରେ ୨ ଗିରଫ: [14, 1512, 177, 1569]
- brief-3-body: ରାଉରକେଲା,୩।୧(ଡି.ଏନ୍.ଏ.): ରାଉରକେଲା ସହରାଞ୍ଚଳରେ ବ୍ୟାଙ୍କ ଋଣ ନେଇ କୃଷିରଣ ହଡ଼ପ ଅଭିଯୋଗରେ ପୋଲିସ ୨ ଜଣଙ୍କୁ ଗିରଫ କରିଛି। ଅଭିଯୁକ୍ତମାନେ ଜାଲ କାଗଜପତ୍ର ଦାଖଲ କରି ବ୍ୟାଙ୍କରୁ ଲକ୍ଷାଧିକ ଟଙ୍କା ଉଠାଇଥିଲେ। ବ୍ୟାଙ୍କ ପରିଚାଳକଙ୍କ ଅଭିଯୋଗ ଭିତ୍ତିରେ ପୋଲିସ ମାମଲା ରୁଜୁ କରି ତଦନ୍ତ ଆରମ୍ଭ କରିଥିଲା। ଧୃତ ଦୁଇ ଜଣଙ୍କୁ କୋର୍ଟ ଚାଲାଣ କରାଯାଇଛି ଏବଂ ଅନ୍ୟମାନଙ୍କ ସନ୍ଧାନ ଜାରି ରହିଛି।: [14, 1574, 200, 1793]
- ujjivan-phone-1: 094738-08189: [653, 1802, 807, 1824]
- color-tariff-cell: 4 days: [801, 2193, 856, 2208]
- brief-1-photo: [14, 260, 202, 390]
- mahalaxmi-top: ଖର୍ଚ୍ଚ ଋଣରୁ କବିବ: [426, 1588, 620, 1603]
- cyan-dot: [1114, 2318, 1126, 2330]
- ujjivan-ad: [628, 1586, 832, 1868]
- elephant-dateline: କାମାକ୍ଷାନଗର, ୩।୧(ଡି.ଏନ୍.ଏ.): [1092, 938, 1243, 952]
- jamuna-body: ବ୍ୟବସାୟ, ପର୍ସନାଲ, ମାର୍କେଟିଂ, ପଶୁପାଳନ, କୃଷି ପ୍ରପର୍ଟି, ଘର ଓ ଗୁରୁ ଋଣ। ସମସ୍ତ ପ୍ରକାର LOAN ଉପଲବ୍ଧ ସୁଧ-2%: [433, 1941, 613, 1984]
- color-days: on every Tuesday & Friday: [950, 2138, 1037, 2238]
- camp-photo-caption: କାର୍ଯ୍ୟକ୍ରମରେ ଉପସ୍ଥିତ ଅତିଥିମାନେ।: [562, 1208, 737, 1222]
- proverb-body-2: ଛଳିଆ ଲୋକ ନିଜର ସ୍ୱାର୍ଥ ପାଇଁ ଅନ୍ୟକୁ ଠକିବା ପାଇଁ ପଛାନ୍ତି ନାହିଁ। ଏହିପରି ଲୋକମାନଙ୍କଠାରୁ ସାବଧାନ ରହିବା ଉଚିତ।: [1084, 521, 1448, 554]
- cartoon-figures-icon: [1084, 138, 1154, 196]
- tariff-period: For 15 Days: [601, 1505, 796, 1520]
- jamuna-title: JAMUNA FINANCE: [474, 1879, 572, 1932]
